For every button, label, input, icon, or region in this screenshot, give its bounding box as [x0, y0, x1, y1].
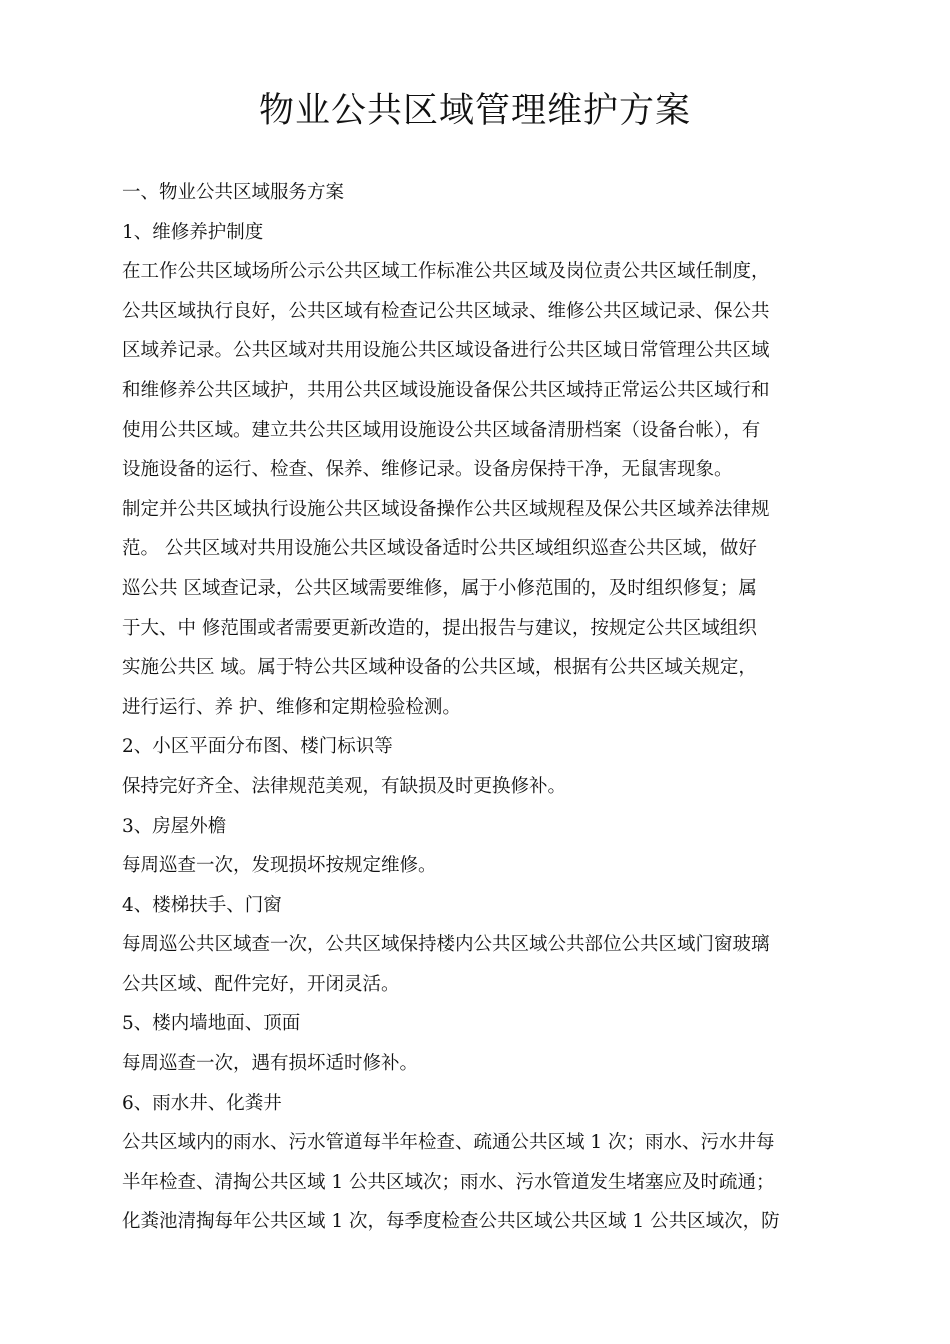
- body-line: 公共区域、配件完好，开闭灵活。: [122, 973, 400, 995]
- body-line: 5、楼内墙地面、顶面: [122, 1013, 301, 1035]
- body-line: 公共区域内的雨水、污水管道每半年检查、疏通公共区域 1 次；雨水、污水井每: [122, 1132, 775, 1154]
- body-line: 实施公共区 域。属于特公共区域种设备的公共区域，根据有公共区域关规定，: [122, 657, 757, 679]
- body-line: 4、楼梯扶手、门窗: [122, 894, 282, 916]
- body-line: 每周巡查一次，发现损坏按规定维修。: [122, 855, 437, 877]
- body-line: 制定并公共区域执行设施公共区域设备操作公共区域规程及保公共区域养法律规: [122, 498, 770, 520]
- body-line: 化粪池清掏每年公共区域 1 次，每季度检查公共区域公共区域 1 公共区域次，防: [122, 1211, 780, 1233]
- body-line: 于大、中 修范围或者需要更新改造的，提出报告与建议，按规定公共区域组织: [122, 617, 757, 639]
- body-line: 在工作公共区域场所公示公共区域工作标准公共区域及岗位责公共区域任制度，: [122, 261, 770, 283]
- body-line: 每周巡公共区域查一次，公共区域保持楼内公共区域公共部位公共区域门窗玻璃: [122, 934, 770, 956]
- body-line: 范。 公共区域对共用设施公共区域设备适时公共区域组织巡查公共区域，做好: [122, 538, 757, 560]
- body-line: 使用公共区域。建立共公共区域用设施设公共区域备清册档案（设备台帐），有: [122, 419, 761, 441]
- document-body: [122, 173, 838, 1242]
- body-line: 一、物业公共区域服务方案: [122, 182, 345, 203]
- body-line: 公共区域执行良好，公共区域有检查记公共区域录、维修公共区域记录、保公共: [122, 300, 770, 322]
- body-line: 每周巡查一次，遇有损坏适时修补。: [122, 1053, 419, 1075]
- body-line: 巡公共 区域查记录，公共区域需要维修，属于小修范围的，及时组织修复；属: [122, 577, 757, 599]
- body-line: 6、雨水井、化粪井: [122, 1092, 282, 1114]
- body-line: 1、维修养护制度: [122, 221, 264, 243]
- body-line: 半年检查、清掏公共区域 1 公共区域次；雨水、污水管道发生堵塞应及时疏通；: [122, 1171, 775, 1193]
- document-title: 物业公共区域管理维护方案: [258, 91, 691, 131]
- body-line: 保持完好齐全、法律规范美观，有缺损及时更换修补。: [122, 775, 567, 797]
- body-line: 区域养记录。公共区域对共用设施公共区域设备进行公共区域日常管理公共区域: [122, 340, 770, 362]
- body-line: 2、小区平面分布图、楼门标识等: [122, 736, 393, 758]
- body-line: 设施设备的运行、检查、保养、维修记录。设备房保持干净，无鼠害现象。: [122, 459, 733, 481]
- body-line: 进行运行、养 护、维修和定期检验检测。: [122, 696, 461, 718]
- body-line: 3、房屋外檐: [122, 815, 227, 837]
- body-line: 和维修养公共区域护，共用公共区域设施设备保公共区域持正常运公共区域行和: [122, 379, 770, 401]
